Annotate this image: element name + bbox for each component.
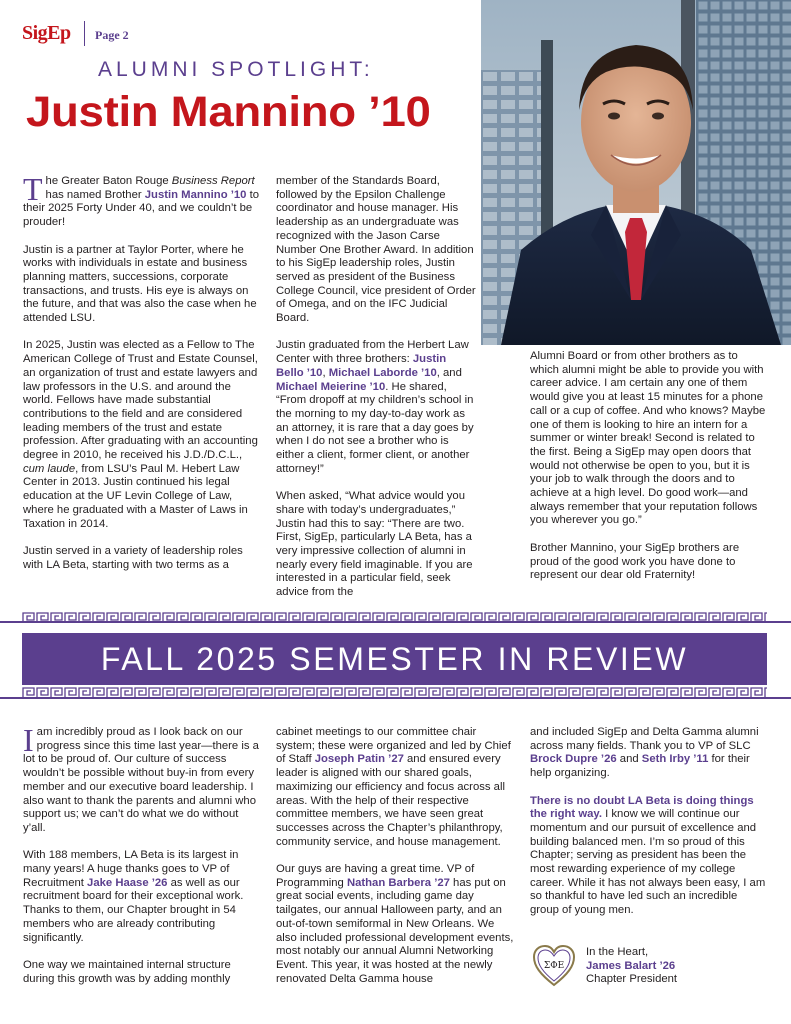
spotlight-paragraph-7: When asked, “What advice would you share with today’s undergraduates,” Justin had this to say: “There are two. First, SigEp, particularly LA Beta, has a very impressive collection of alumni in nearly every field imaginable. If you are interested in a particular field, seek advice from the <box>276 490 473 599</box>
spotlight-paragraph-9: Brother Mannino, your SigEp brothers are proud of the good work you have done to represent our dear old Fraternity! <box>530 541 740 582</box>
review-paragraph-1: I am incredibly proud as I look back on our progress since this time last year—there is a lot to be proud of. Our culture of success wouldn’t be possible without buy-in from every member and our executive board leadership. I also want to thank the parents and alumni who support us; we can’t do what we do without y’all. <box>23 722 259 834</box>
latin-honor: cum laude <box>23 462 76 475</box>
review-paragraph-2: With 188 members, LA Beta is its largest in many years! A huge thanks goes to VP of Recruitment Jake Haase ’26 as well as our recruitment board for their exceptional work. Thanks to them, our Chapter brought in 54 members who are already contributing significantly. <box>23 849 244 944</box>
spotlight-paragraph-8: Alumni Board or from other brothers as to which alumni might be able to provide you with career advice. I am certain any one of them would give you at least 15 minutes for a phone call or a cup of coffee. And who knows? Maybe one of them is looking to hire an intern for a summer or winter break! Second is related to the first. Being a SigEp may open doors that would not otherwise be open to you, but it is your job to walk through the doors and to achieve at a high level. Do good work—and always remember that your reputation follows you wherever you go.” <box>530 350 766 527</box>
highlight-name: Seth Irby ’11 <box>641 753 709 766</box>
signoff-closing: In the Heart, <box>586 946 649 958</box>
spotlight-title: Justin Mannino ’10 <box>26 88 431 136</box>
spotlight-column-3 <box>530 350 768 583</box>
spotlight-paragraph-4: Justin served in a variety of leadership roles with LA Beta, starting with two terms as a <box>23 544 243 571</box>
highlight-name: Justin Bello ’10 <box>276 353 447 379</box>
review-paragraph-5: Our guys are having a great time. VP of Programming Nathan Barbera ’27 has put on great social events, including game day tailgates, our annual Halloween party, and an out-of-town semiformal in New Orleans. We also included professional development events, most notably our annual Alumni Networking Event. This year, it was hosted at the newly renovated Delta Gamma house <box>276 863 514 985</box>
signoff-role: Chapter President <box>586 973 678 986</box>
review-column-2 <box>276 726 514 986</box>
banner-rule-top <box>0 621 791 623</box>
publication-name: Business Report <box>171 175 255 187</box>
dropcap-i: I <box>23 722 34 758</box>
page-label: Page 2 <box>95 28 129 42</box>
spotlight-kicker: ALUMNI SPOTLIGHT: <box>98 58 374 81</box>
review-paragraph-6: and included SigEp and Delta Gamma alumni across many fields. Thank you to VP of SLC Brock Dupre ’26 and Seth Irby ’11 for their help organizing. <box>530 726 759 780</box>
spotlight-paragraph-5: member of the Standards Board, followed by the Epsilon Challenge coordinator and house manager. His leadership as an undergraduate was recognized with the Jason Carse Number One Brother Award. In addition to his SigEp leadership roles, Justin served as president of the Business College Council, vice president of Order of Omega, and on the IFC Judicial Board. <box>276 175 476 325</box>
banner-title: FALL 2025 SEMESTER IN REVIEW <box>100 641 689 677</box>
highlight-name: Nathan Barbera ’27 <box>346 876 450 889</box>
highlight-name: Joseph Patin ’27 <box>314 753 404 766</box>
highlight-name: Justin Mannino ’10 <box>144 188 247 201</box>
highlight-sentence: There is no doubt LA Beta is doing things the right way. <box>530 794 754 821</box>
spotlight-paragraph-6: Justin graduated from the Herbert Law Center with three brothers: Justin Bello ’10, Michael Laborde ’10, and Michael Meierine ’10. He shared, “From dropoff at my children’s school in the morning to my day-to-day work as an attorney, it is rare that a day goes by when I do not see a brother who is either a client, former client, or another attorney!” <box>276 339 474 475</box>
header-divider <box>84 21 85 46</box>
review-column-1 <box>23 722 263 986</box>
signoff <box>586 946 677 987</box>
semester-banner <box>0 612 791 708</box>
spotlight-column-2 <box>276 175 476 600</box>
highlight-name: Michael Meierine ’10 <box>276 380 386 393</box>
spotlight-paragraph-1: The Greater Baton Rouge Business Report has named Brother Justin Mannino ’10 to their 2025 Forty Under 40, and we couldn’t be prouder! <box>23 171 260 229</box>
review-column-3 <box>530 726 768 918</box>
sigep-logo: SigEp <box>22 22 71 44</box>
banner-rule-bottom <box>0 697 791 699</box>
highlight-name: Michael Laborde ’10 <box>328 366 437 379</box>
dropcap-t: T <box>23 171 43 207</box>
spotlight-paragraph-2: Justin is a partner at Taylor Porter, where he works with individuals in estate and business planning matters, successions, corporate transactions, and trusts. His eye is always on the future, and that was also the case when he attended LSU. <box>23 243 257 325</box>
signoff-name: James Balart ’26 <box>586 959 676 972</box>
seal-letters: ΣΦΕ <box>543 961 565 971</box>
heart-seal-icon <box>532 944 576 988</box>
review-paragraph-7: There is no doubt LA Beta is doing things the right way. I know we will continue our momentum and our pursuit of excellence and building balanced men. I’m so proud of this Chapter; serving as president has been the most rewarding experience of my college career. While it has not always been easy, I am so thankful to have led such an incredible group of young men. <box>530 794 766 917</box>
spotlight-paragraph-3: In 2025, Justin was elected as a Fellow to The American College of Trust and Estate Counsel, an organization of trust and estate lawyers and law professors in the U.S. and around the world. Fellows have made substantial contributions to the field and are considered leading members of the trust and estate profession. After graduating with an accounting degree in 2010, he received his J.D./D.C.L., cum laude, from LSU’s Paul M. Hebert Law Center in 2013. Justin continued his legal education at the UF Levin College of Law, where he graduated with a Master of Laws in Taxation in 2014. <box>23 339 258 530</box>
highlight-name: Jake Haase ’26 <box>87 876 168 889</box>
spotlight-column-1 <box>23 171 263 572</box>
review-paragraph-4: cabinet meetings to our committee chair system; these were organized and led by Chief of Staff Joseph Patin ’27 and ensured every leader is aligned with our shared goals, maximizing our efficiency and focus across all areas. With the help of their respective committee members, we have seen great successes across the Chapter’s philanthropy, community service, and house management. <box>276 726 511 848</box>
highlight-name: Brock Dupre ’26 <box>530 753 617 766</box>
review-paragraph-3: One way we maintained internal structure during this growth was by adding monthly <box>23 958 231 985</box>
portrait-photo <box>481 0 791 345</box>
